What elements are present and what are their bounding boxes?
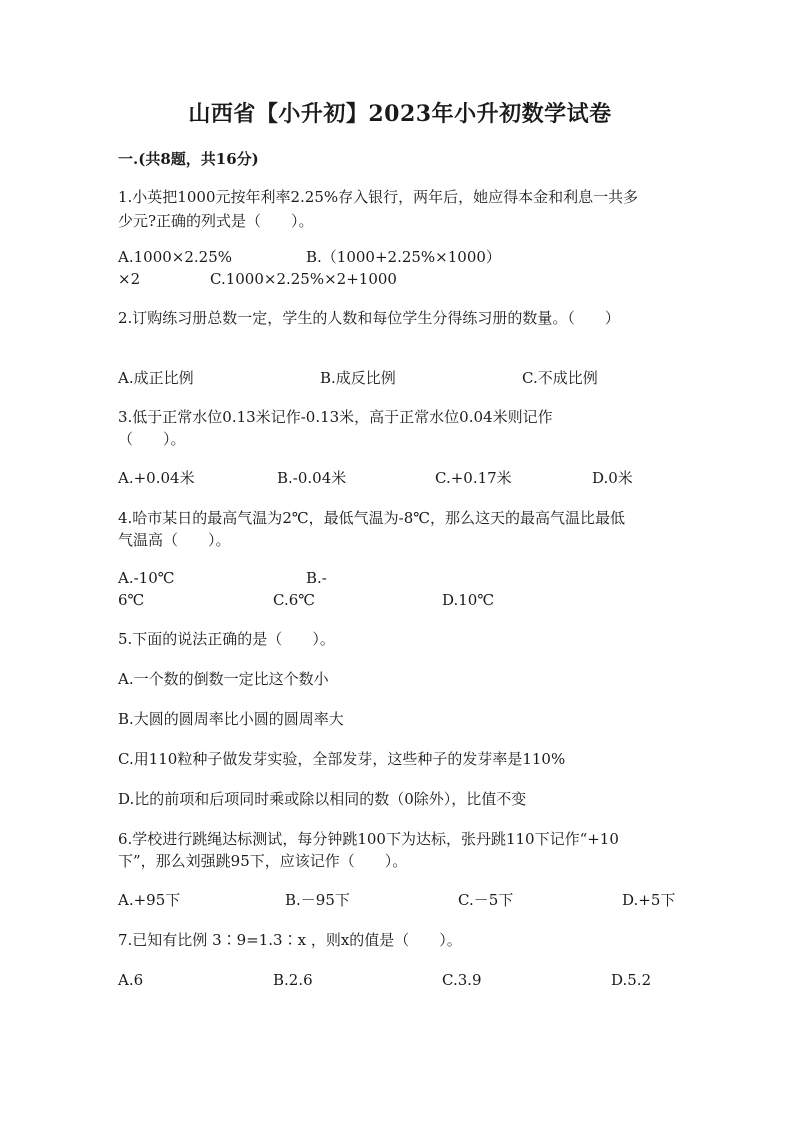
question-5-option-b: B.大圆的圆周率比小圆的圆周率大 (118, 710, 344, 728)
question-5-option-a: A.一个数的倒数一定比这个数小 (118, 670, 329, 688)
exam-title: 山西省【小升初】2023年小升初数学试卷 (188, 101, 612, 127)
section-heading: 一.(共8题，共16分) (118, 150, 259, 168)
question-7-option-d: D.5.2 (611, 971, 652, 989)
question-5-option-c: C.用110粒种子做发芽实验，全部发芽，这些种子的发芽率是110% (118, 750, 566, 768)
question-1-option-b: B.（1000+2.25%×1000） (306, 248, 501, 266)
question-6-option-d: D.+5下 (622, 891, 676, 909)
question-2-line-1: 2.订购练习册总数一定，学生的人数和每位学生分得练习册的数量。（ ） (118, 309, 620, 327)
question-2-option-c: C.不成比例 (522, 369, 598, 387)
question-4-option-a: A.-10℃ (118, 569, 175, 587)
question-2-option-a: A.成正比例 (118, 369, 194, 387)
question-4-line-1: 4.哈市某日的最高气温为2℃，最低气温为-8℃，那么这天的最高气温比最低 (118, 509, 626, 527)
question-4-option-c: C.6℃ (273, 591, 316, 609)
question-3-option-d: D.0米 (592, 469, 633, 487)
question-4-option-b: B.- (306, 569, 327, 587)
question-3-option-b: B.-0.04米 (277, 469, 347, 487)
question-4-option-d: D.10℃ (442, 591, 495, 609)
question-1-option-b-cont: ×2 (118, 270, 141, 288)
question-2-option-b: B.成反比例 (320, 369, 396, 387)
question-6-line-1: 6.学校进行跳绳达标测试，每分钟跳100下为达标，张丹跳110下记作“+10 (118, 830, 619, 848)
question-6-line-2: 下”，那么刘强跳95下，应该记作（ ）。 (118, 852, 408, 870)
question-7-option-b: B.2.6 (273, 971, 313, 989)
question-1-line-1: 1.小英把1000元按年利率2.25%存入银行，两年后，她应得本金和利息一共多 (118, 188, 639, 206)
question-3-option-c: C.+0.17米 (435, 469, 512, 487)
question-1-option-a: A.1000×2.25% (118, 248, 232, 266)
question-1-line-2: 少元?正确的列式是（ ）。 (118, 212, 314, 230)
question-7-option-c: C.3.9 (442, 971, 482, 989)
question-6-option-b: B.－95下 (285, 891, 350, 909)
question-5-line-1: 5.下面的说法正确的是（ ）。 (118, 630, 335, 648)
question-3-option-a: A.+0.04米 (118, 469, 195, 487)
question-6-option-c: C.－5下 (458, 891, 514, 909)
question-4-line-2: 气温高（ ）。 (118, 531, 231, 549)
question-7-line-1: 7.已知有比例 3∶9=1.3∶x ，则x的值是（ ）。 (118, 931, 462, 949)
question-3-line-1: 3.低于正常水位0.13米记作-0.13米，高于正常水位0.04米则记作 (118, 408, 553, 426)
question-1-option-c: C.1000×2.25%×2+1000 (210, 270, 397, 288)
question-6-option-a: A.+95下 (118, 891, 181, 909)
question-4-option-b-cont: 6℃ (118, 591, 145, 609)
question-7-option-a: A.6 (118, 971, 144, 989)
question-5-option-d: D.比的前项和后项同时乘或除以相同的数（0除外），比值不变 (118, 790, 527, 808)
question-3-line-2: （ ）。 (118, 430, 186, 448)
